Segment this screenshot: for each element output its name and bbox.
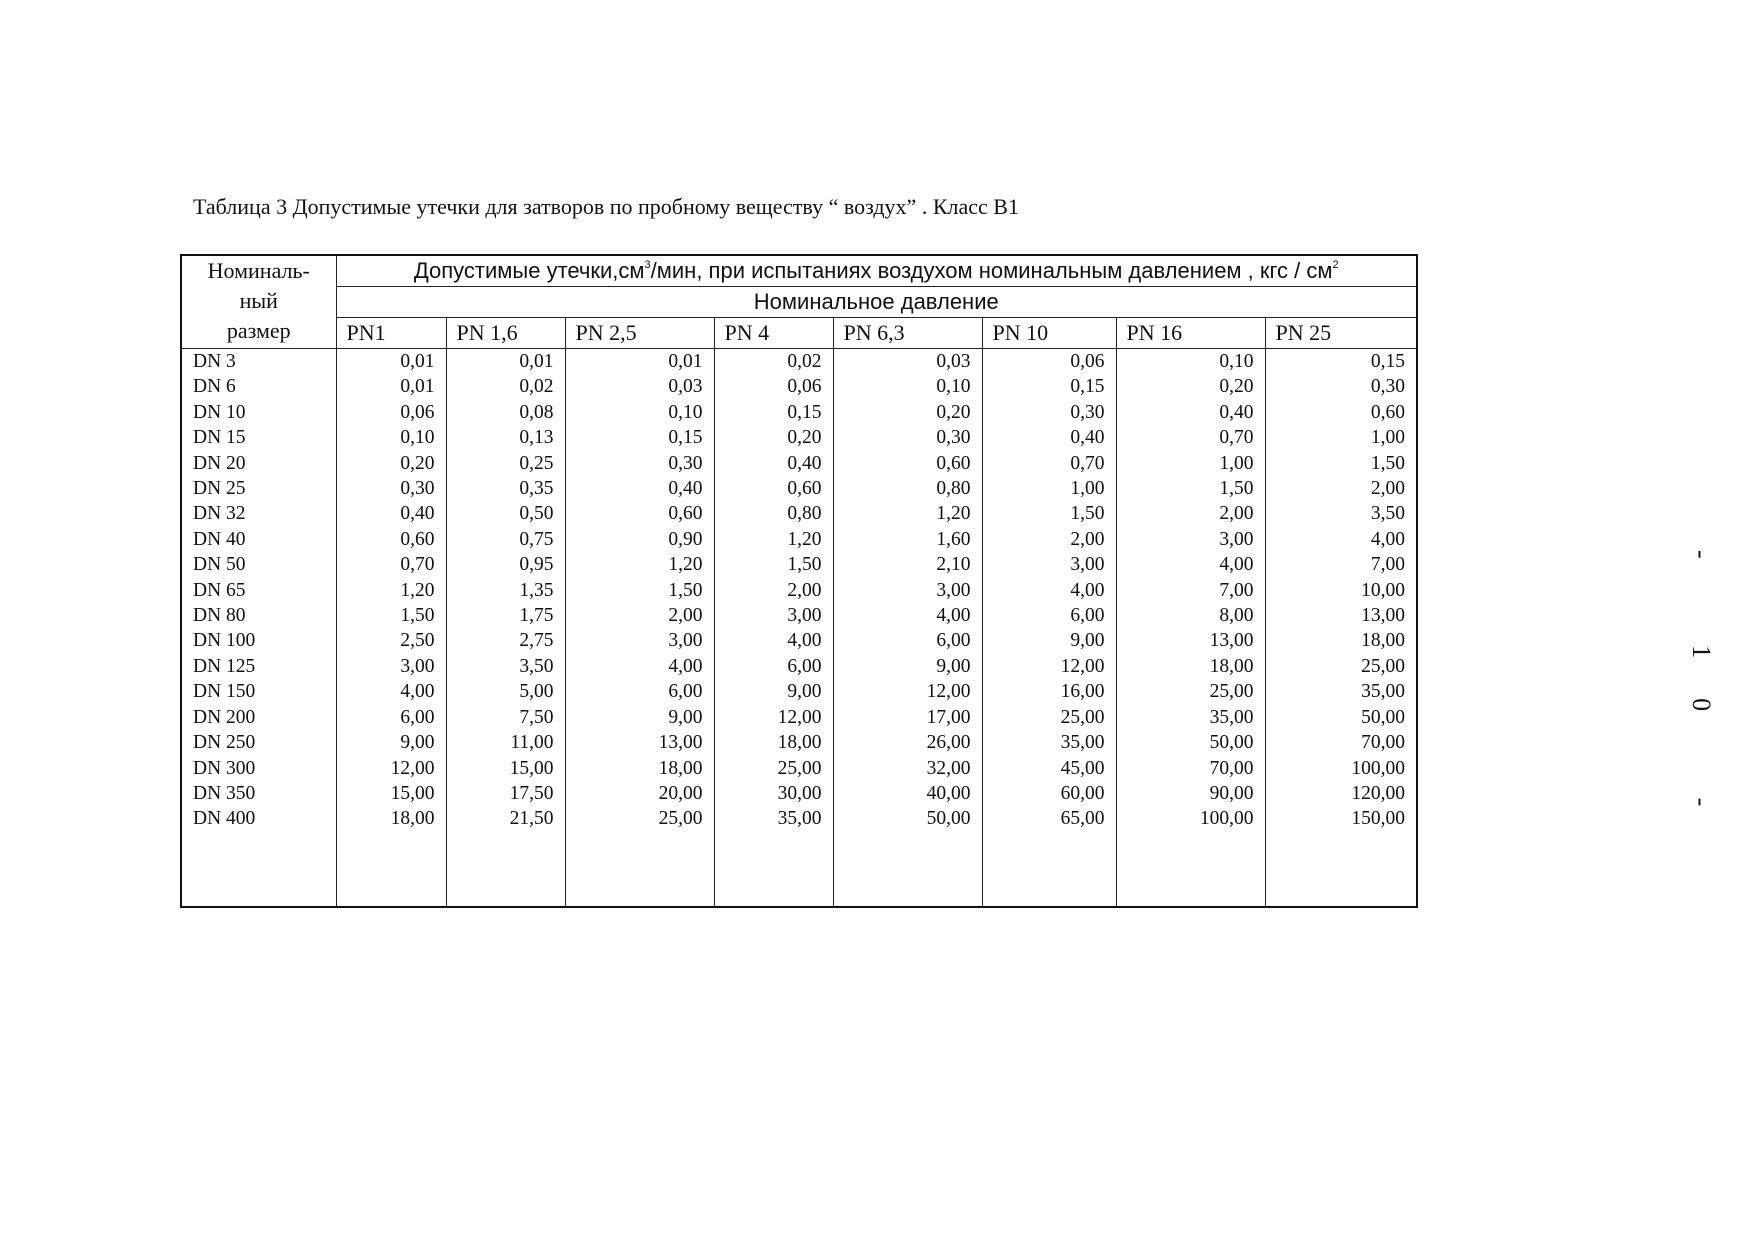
- value-cell: 6,00: [668, 681, 703, 703]
- value-cell: 0,02: [787, 351, 822, 372]
- dn-cell: DN 3: [193, 351, 236, 372]
- value-cell: 3,00: [1070, 554, 1105, 576]
- value-cell: 0,60: [400, 528, 435, 550]
- value-cell: 4,00: [668, 655, 703, 677]
- unit-superscript: 2: [1332, 259, 1339, 271]
- value-cell: 0,15: [668, 427, 703, 449]
- value-cell: 0,60: [1370, 401, 1406, 423]
- value-cell: 100,00: [1199, 808, 1254, 830]
- value-cell: 32,00: [926, 757, 971, 779]
- value-cell: 9,00: [787, 681, 822, 703]
- value-cell: 3,00: [787, 605, 822, 627]
- value-cell: 0,06: [787, 376, 822, 398]
- value-cell: 0,15: [1370, 351, 1406, 372]
- dn-cell: DN 400: [193, 808, 256, 830]
- nominal-size-header: [181, 255, 336, 349]
- value-cell: 0,10: [1219, 351, 1254, 372]
- value-cell: 1,20: [787, 528, 822, 550]
- value-cell: 18,00: [1361, 630, 1406, 652]
- value-cell: 26,00: [926, 732, 971, 754]
- dn-cell: DN 100: [193, 630, 256, 652]
- value-cell: 90,00: [1209, 782, 1254, 804]
- value-cell: 0,70: [400, 554, 435, 576]
- value-cell: 7,00: [1219, 579, 1254, 601]
- value-cell: 35,00: [777, 808, 822, 830]
- value-cell: 25,00: [1209, 681, 1254, 703]
- dn-cell: DN 250: [193, 732, 256, 754]
- value-cell: 10,00: [1361, 579, 1406, 601]
- pressure-header: PN 16: [1116, 318, 1265, 349]
- page-number-vertical: [1687, 550, 1718, 847]
- value-cell: 15,00: [509, 757, 554, 779]
- value-cell: 1,50: [668, 579, 703, 601]
- value-cell: 1,00: [1070, 478, 1105, 500]
- value-cell: 1,20: [400, 579, 435, 601]
- value-cell: 12,00: [390, 757, 435, 779]
- page-number: - 10 -: [1687, 550, 1716, 847]
- value-column: [1265, 349, 1417, 908]
- dn-cell: DN 150: [193, 681, 256, 703]
- value-cell: 0,95: [519, 554, 554, 576]
- value-cell: 2,00: [1370, 478, 1406, 500]
- value-cell: 0,70: [1219, 427, 1254, 449]
- value-cell: 35,00: [1060, 732, 1105, 754]
- value-cell: 7,50: [519, 706, 554, 728]
- pressure-header: PN 2,5: [565, 318, 714, 349]
- value-cell: 65,00: [1060, 808, 1105, 830]
- pressure-header: PN 10: [982, 318, 1116, 349]
- value-cell: 50,00: [1361, 706, 1406, 728]
- value-cell: 2,00: [1219, 503, 1254, 525]
- nominal-size-label-line: ный: [239, 288, 278, 313]
- value-cell: 6,00: [400, 706, 435, 728]
- value-cell: 0,20: [936, 401, 971, 423]
- value-cell: 0,03: [668, 376, 703, 398]
- value-cell: 12,00: [1060, 655, 1105, 677]
- value-cell: 2,00: [1070, 528, 1105, 550]
- value-cell: 0,60: [668, 503, 703, 525]
- value-cell: 60,00: [1060, 782, 1105, 804]
- dn-cell: DN 25: [193, 478, 246, 500]
- value-cell: 70,00: [1361, 732, 1406, 754]
- value-cell: 0,80: [787, 503, 822, 525]
- pressure-header: PN 1,6: [446, 318, 565, 349]
- value-cell: 18,00: [390, 808, 435, 830]
- value-cell: 25,00: [658, 808, 703, 830]
- value-cell: 12,00: [777, 706, 822, 728]
- dn-cell: DN 10: [193, 401, 246, 423]
- value-cell: 0,30: [1070, 401, 1105, 423]
- value-cell: 3,00: [1219, 528, 1254, 550]
- value-cell: 0,70: [1070, 452, 1105, 474]
- value-cell: 1,20: [668, 554, 703, 576]
- value-cell: 9,00: [936, 655, 971, 677]
- value-cell: 0,01: [519, 351, 554, 372]
- value-cell: 0,90: [668, 528, 703, 550]
- leakage-table: [180, 254, 1418, 908]
- value-cell: 9,00: [668, 706, 703, 728]
- value-column: [833, 349, 982, 908]
- dn-cell: DN 15: [193, 427, 246, 449]
- value-cell: 0,40: [668, 478, 703, 500]
- value-cell: 9,00: [1070, 630, 1105, 652]
- value-cell: 25,00: [1060, 706, 1105, 728]
- value-column: [446, 349, 565, 908]
- leak-title-part: /мин, при испытаниях воздухом номинальным давлением , кгс / см: [650, 258, 1333, 283]
- value-cell: 0,01: [668, 351, 703, 372]
- value-column: [982, 349, 1116, 908]
- value-cell: 0,02: [519, 376, 554, 398]
- table-caption: Таблица 3 Допустимые утечки для затворов по пробному веществу “ воздух” . Класс В1: [193, 194, 1019, 219]
- value-cell: 18,00: [777, 732, 822, 754]
- value-cell: 25,00: [1361, 655, 1406, 677]
- value-cell: 5,00: [519, 681, 554, 703]
- value-cell: 2,50: [400, 630, 435, 652]
- value-cell: 35,00: [1361, 681, 1406, 703]
- value-cell: 0,06: [1070, 351, 1105, 372]
- dn-cell: DN 40: [193, 528, 246, 550]
- value-cell: 2,00: [787, 579, 822, 601]
- value-cell: 40,00: [926, 782, 971, 804]
- value-cell: 1,60: [936, 528, 971, 550]
- value-cell: 45,00: [1060, 757, 1105, 779]
- value-column: [565, 349, 714, 908]
- value-cell: 2,00: [668, 605, 703, 627]
- value-cell: 4,00: [1219, 554, 1254, 576]
- dn-cell: DN 65: [193, 579, 246, 601]
- value-cell: 0,30: [1370, 376, 1406, 398]
- value-cell: 0,06: [400, 401, 435, 423]
- value-cell: 0,25: [519, 452, 554, 474]
- value-cell: 16,00: [1060, 681, 1105, 703]
- value-cell: 70,00: [1209, 757, 1254, 779]
- value-cell: 4,00: [400, 681, 435, 703]
- value-cell: 4,00: [787, 630, 822, 652]
- pressure-header: PN 25: [1265, 318, 1417, 349]
- value-cell: 17,50: [509, 782, 554, 804]
- value-cell: 50,00: [926, 808, 971, 830]
- value-cell: 13,00: [1361, 605, 1406, 627]
- value-cell: 150,00: [1351, 808, 1406, 830]
- unit-superscript: 3: [644, 259, 651, 271]
- value-cell: 0,20: [787, 427, 822, 449]
- value-cell: 0,75: [519, 528, 554, 550]
- dn-cell: DN 20: [193, 452, 246, 474]
- value-cell: 0,35: [519, 478, 554, 500]
- dn-cell: DN 125: [193, 655, 256, 677]
- value-cell: 11,00: [510, 732, 554, 754]
- value-cell: 1,50: [1370, 452, 1406, 474]
- value-cell: 1,50: [400, 605, 435, 627]
- value-cell: 18,00: [1209, 655, 1254, 677]
- value-cell: 3,50: [1370, 503, 1406, 525]
- value-cell: 0,10: [936, 376, 971, 398]
- value-cell: 0,03: [936, 351, 971, 372]
- pressure-header: PN 4: [714, 318, 833, 349]
- dn-cell: DN 50: [193, 554, 246, 576]
- value-cell: 0,15: [787, 401, 822, 423]
- value-cell: 3,00: [400, 655, 435, 677]
- value-cell: 4,00: [936, 605, 971, 627]
- pressure-header: PN 6,3: [833, 318, 982, 349]
- value-cell: 0,40: [787, 452, 822, 474]
- value-cell: 1,00: [1219, 452, 1254, 474]
- value-cell: 0,50: [519, 503, 554, 525]
- value-cell: 0,01: [400, 376, 435, 398]
- value-cell: 1,50: [1070, 503, 1105, 525]
- value-cell: 1,35: [519, 579, 554, 601]
- value-cell: 15,00: [390, 782, 435, 804]
- value-cell: 50,00: [1209, 732, 1254, 754]
- value-cell: 4,00: [1070, 579, 1105, 601]
- value-cell: 0,30: [936, 427, 971, 449]
- value-cell: 35,00: [1209, 706, 1254, 728]
- nominal-size-label-line: Номиналь-: [207, 258, 310, 283]
- value-cell: 6,00: [1070, 605, 1105, 627]
- value-cell: 12,00: [926, 681, 971, 703]
- value-cell: 7,00: [1370, 554, 1406, 576]
- value-column: [336, 349, 446, 908]
- value-cell: 1,00: [1370, 427, 1406, 449]
- value-cell: 1,75: [519, 605, 554, 627]
- value-cell: 0,60: [936, 452, 971, 474]
- value-cell: 6,00: [936, 630, 971, 652]
- value-cell: 3,50: [519, 655, 554, 677]
- dn-cell: DN 6: [193, 376, 236, 398]
- value-cell: 20,00: [658, 782, 703, 804]
- value-cell: 4,00: [1370, 528, 1406, 550]
- dn-cell: DN 300: [193, 757, 256, 779]
- value-cell: 2,75: [519, 630, 554, 652]
- leak-title-part: Допустимые утечки,см: [413, 258, 645, 283]
- value-cell: 0,30: [400, 478, 435, 500]
- value-cell: 25,00: [777, 757, 822, 779]
- value-cell: 0,40: [400, 503, 435, 525]
- value-cell: 0,20: [1219, 376, 1254, 398]
- value-cell: 30,00: [777, 782, 822, 804]
- allowed-leakage-header: [336, 255, 1417, 287]
- value-cell: 0,20: [400, 452, 435, 474]
- dn-cell: DN 32: [193, 503, 246, 525]
- value-cell: 1,50: [787, 554, 822, 576]
- value-cell: 21,50: [509, 808, 554, 830]
- value-column: [1116, 349, 1265, 908]
- value-cell: 100,00: [1351, 757, 1406, 779]
- value-cell: 0,60: [787, 478, 822, 500]
- nominal-size-label-line: размер: [226, 318, 291, 343]
- dn-cell: DN 350: [193, 782, 256, 804]
- value-cell: 0,10: [668, 401, 703, 423]
- dn-column: [181, 349, 336, 908]
- value-cell: 0,01: [400, 351, 435, 372]
- value-cell: 0,08: [519, 401, 554, 423]
- value-cell: 1,50: [1219, 478, 1254, 500]
- value-cell: 0,80: [936, 478, 971, 500]
- value-cell: 0,40: [1219, 401, 1254, 423]
- value-cell: 0,13: [519, 427, 554, 449]
- pressure-header: PN1: [336, 318, 446, 349]
- value-cell: 13,00: [1209, 630, 1254, 652]
- value-cell: 120,00: [1351, 782, 1406, 804]
- value-cell: 1,20: [936, 503, 971, 525]
- value-cell: 9,00: [400, 732, 435, 754]
- value-cell: 17,00: [926, 706, 971, 728]
- value-cell: 2,10: [936, 554, 971, 576]
- value-cell: 0,15: [1070, 376, 1105, 398]
- value-cell: 3,00: [668, 630, 703, 652]
- value-cell: 6,00: [787, 655, 822, 677]
- value-cell: 13,00: [658, 732, 703, 754]
- value-cell: 8,00: [1219, 605, 1254, 627]
- value-cell: 18,00: [658, 757, 703, 779]
- value-cell: 0,40: [1070, 427, 1105, 449]
- value-cell: 0,30: [668, 452, 703, 474]
- dn-cell: DN 80: [193, 605, 246, 627]
- value-cell: 0,10: [400, 427, 435, 449]
- value-cell: 3,00: [936, 579, 971, 601]
- dn-cell: DN 200: [193, 706, 256, 728]
- nominal-pressure-header: Номинальное давление: [336, 287, 1417, 318]
- value-column: [714, 349, 833, 908]
